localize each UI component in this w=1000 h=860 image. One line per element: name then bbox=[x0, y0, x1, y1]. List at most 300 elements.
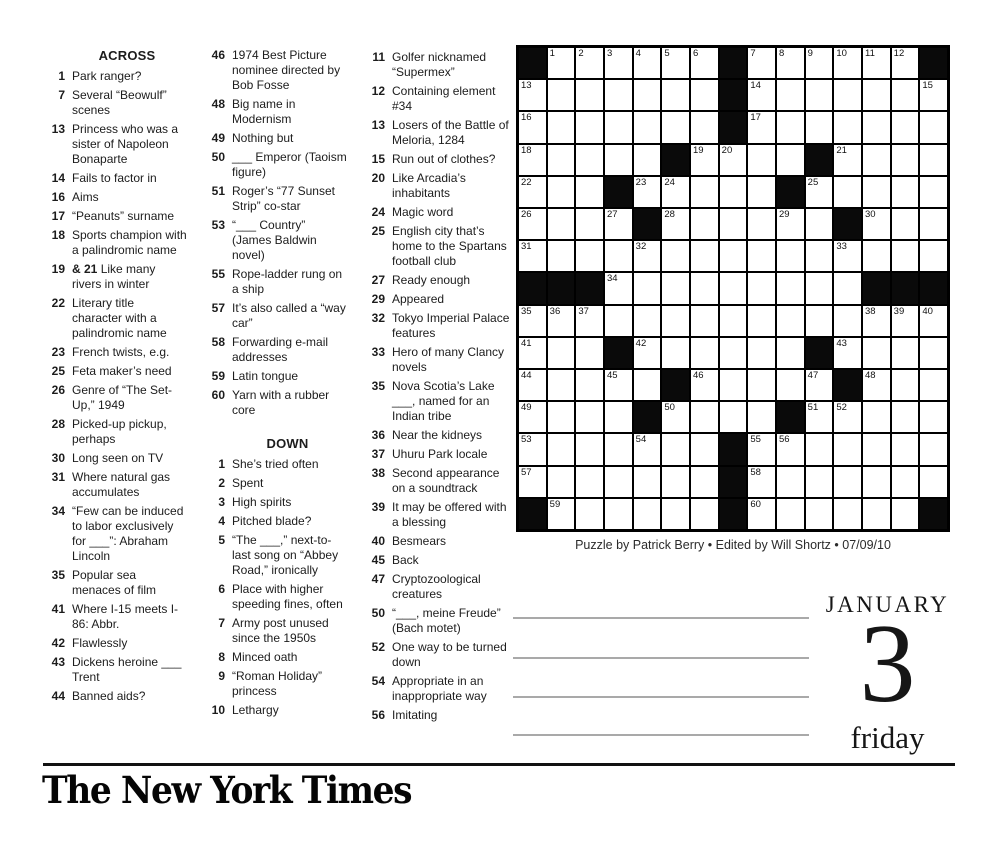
grid-cell bbox=[834, 145, 861, 175]
cell-number: 32 bbox=[635, 241, 647, 253]
cell-number: 12 bbox=[893, 48, 905, 59]
cell-number: 40 bbox=[922, 305, 933, 317]
cell-number: 38 bbox=[864, 305, 876, 317]
grid-cell bbox=[748, 80, 775, 110]
clue bbox=[205, 703, 348, 718]
clue bbox=[365, 311, 512, 341]
clue-number: 7 bbox=[58, 88, 65, 102]
grid-cell bbox=[662, 338, 689, 368]
grid-cell bbox=[605, 306, 632, 336]
grid-cell bbox=[634, 434, 661, 464]
clue bbox=[205, 369, 348, 384]
grid-cell bbox=[777, 273, 804, 303]
clue bbox=[365, 84, 512, 114]
grid-cell bbox=[691, 467, 718, 497]
grid-cell bbox=[748, 338, 775, 368]
clue bbox=[365, 292, 512, 307]
clue-number: 34 bbox=[51, 504, 65, 518]
grid-cell-black bbox=[720, 467, 747, 497]
clue bbox=[45, 655, 187, 685]
grid-cell bbox=[920, 306, 947, 336]
clue bbox=[45, 228, 187, 258]
cell-number: 51 bbox=[807, 402, 819, 414]
grid-cell bbox=[863, 112, 890, 142]
clue-number: 4 bbox=[218, 514, 225, 528]
grid-cell bbox=[548, 338, 575, 368]
clue bbox=[365, 273, 512, 288]
clue bbox=[45, 88, 187, 118]
grid-cell bbox=[720, 145, 747, 175]
cell-number: 13 bbox=[521, 80, 532, 92]
writing-line bbox=[513, 696, 809, 698]
grid-cell-black bbox=[634, 209, 661, 239]
cell-number: 59 bbox=[549, 498, 561, 510]
clue-text: Fails to factor in bbox=[72, 171, 157, 185]
grid-cell bbox=[892, 467, 919, 497]
cell-number: 52 bbox=[836, 402, 847, 414]
clue-text: Flawlessly bbox=[72, 636, 128, 650]
grid-cell bbox=[576, 434, 603, 464]
grid-cell bbox=[634, 48, 661, 78]
grid-cell bbox=[892, 80, 919, 110]
cell-number: 45 bbox=[606, 370, 618, 381]
clue bbox=[45, 451, 187, 466]
grid-cell bbox=[519, 467, 546, 497]
grid-cell bbox=[720, 402, 747, 432]
cell-number: 10 bbox=[836, 48, 847, 59]
grid-cell bbox=[806, 241, 833, 271]
grid-cell bbox=[892, 177, 919, 207]
clue-number: 60 bbox=[211, 388, 225, 402]
cell-number: 14 bbox=[750, 80, 761, 92]
grid-cell bbox=[662, 241, 689, 271]
calendar-month: JANUARY bbox=[825, 592, 950, 617]
cell-number: 54 bbox=[635, 434, 647, 446]
clue-text: Roger’s “77 Sunset Strip” co-star bbox=[232, 184, 335, 213]
grid-cell bbox=[634, 177, 661, 207]
clue-text: It’s also called a “way car” bbox=[232, 301, 346, 330]
clue-number: 12 bbox=[371, 84, 385, 98]
grid-cell bbox=[834, 467, 861, 497]
grid-cell bbox=[519, 434, 546, 464]
clue-number: 15 bbox=[371, 152, 385, 166]
grid-cell bbox=[548, 209, 575, 239]
clue-text: Cryptozoological creatures bbox=[392, 572, 481, 601]
grid-cell bbox=[519, 112, 546, 142]
grid-cell bbox=[519, 80, 546, 110]
cell-number: 55 bbox=[750, 434, 761, 446]
grid-cell bbox=[691, 241, 718, 271]
clue bbox=[205, 150, 348, 180]
cell-number: 57 bbox=[521, 466, 532, 478]
clue-text: Magic word bbox=[392, 205, 454, 219]
grid-cell-black bbox=[548, 273, 575, 303]
grid-cell bbox=[806, 80, 833, 110]
cell-number: 35 bbox=[521, 305, 532, 317]
grid-cell bbox=[806, 112, 833, 142]
clue-number: 20 bbox=[371, 171, 385, 185]
grid-cell bbox=[892, 241, 919, 271]
grid-cell-black bbox=[662, 370, 689, 400]
clue-text: Banned aids? bbox=[72, 689, 146, 703]
grid-cell bbox=[920, 209, 947, 239]
clue-text: Forwarding e-mail addresses bbox=[232, 335, 329, 364]
clue-number: 51 bbox=[211, 184, 225, 198]
clue bbox=[205, 335, 348, 365]
clue-text: ___ Emperor (Taoism figure) bbox=[232, 150, 347, 179]
clue-text: Rope-ladder rung on a ship bbox=[232, 267, 343, 296]
clue-text: Run out of clothes? bbox=[392, 152, 496, 166]
clue-number: 48 bbox=[211, 97, 225, 111]
grid-cell-black bbox=[834, 209, 861, 239]
grid-cell bbox=[863, 80, 890, 110]
grid-cell bbox=[777, 467, 804, 497]
grid-cell bbox=[519, 402, 546, 432]
clue-number: 44 bbox=[51, 689, 65, 703]
grid-cell bbox=[548, 499, 575, 529]
cell-number: 47 bbox=[807, 370, 819, 381]
cell-number: 9 bbox=[807, 48, 813, 59]
cell-number: 7 bbox=[750, 48, 756, 59]
grid-cell bbox=[863, 370, 890, 400]
clue-text: Hero of many Clancy novels bbox=[392, 345, 505, 374]
clue-number: 40 bbox=[371, 534, 385, 548]
clue-text: Ready enough bbox=[392, 273, 471, 287]
grid-cell-black bbox=[720, 80, 747, 110]
clue-text: “Roman Holiday” princess bbox=[232, 669, 323, 698]
grid-cell bbox=[548, 145, 575, 175]
clue bbox=[365, 379, 512, 424]
grid-cell-black bbox=[777, 402, 804, 432]
grid-cell bbox=[863, 499, 890, 529]
grid-cell bbox=[777, 80, 804, 110]
clue-text: Near the kidneys bbox=[392, 428, 483, 442]
clue-number: 5 bbox=[218, 533, 225, 547]
grid-cell bbox=[748, 145, 775, 175]
grid-cell bbox=[834, 80, 861, 110]
grid-cell bbox=[806, 434, 833, 464]
grid-cell bbox=[920, 467, 947, 497]
cell-number: 28 bbox=[664, 209, 675, 220]
grid-cell bbox=[892, 112, 919, 142]
clue-text: Sports champion with a palindromic name bbox=[72, 228, 187, 257]
grid-cell bbox=[892, 370, 919, 400]
writing-line bbox=[513, 617, 809, 619]
grid-cell bbox=[806, 499, 833, 529]
clue-text: One way to be turned down bbox=[392, 640, 507, 669]
clue-column-2 bbox=[205, 48, 348, 722]
clue-number: 31 bbox=[51, 470, 65, 484]
clue-text: Popular sea menaces of film bbox=[72, 568, 157, 597]
grid-cell bbox=[691, 370, 718, 400]
grid-cell bbox=[748, 112, 775, 142]
clue-text: Nothing but bbox=[232, 131, 294, 145]
clue-text: Minced oath bbox=[232, 650, 298, 664]
clue-text: English city that’s home to the Spartans football club bbox=[392, 224, 507, 268]
cell-number: 17 bbox=[750, 112, 761, 124]
grid-cell bbox=[834, 499, 861, 529]
cell-number: 19 bbox=[692, 144, 704, 156]
grid-cell bbox=[806, 177, 833, 207]
clue bbox=[45, 504, 187, 564]
clue-number: 25 bbox=[371, 224, 385, 238]
cell-number: 25 bbox=[807, 176, 819, 188]
grid-cell bbox=[576, 306, 603, 336]
clue-text: Imitating bbox=[392, 708, 438, 722]
grid-cell bbox=[605, 402, 632, 432]
clue-column-1 bbox=[45, 48, 187, 708]
grid-cell bbox=[662, 467, 689, 497]
grid-cell-black bbox=[720, 499, 747, 529]
grid-cell bbox=[834, 338, 861, 368]
clue bbox=[365, 428, 512, 443]
grid-cell bbox=[634, 241, 661, 271]
clue bbox=[205, 533, 348, 578]
grid-cell bbox=[605, 145, 632, 175]
clue bbox=[205, 267, 348, 297]
clue bbox=[45, 383, 187, 413]
grid-cell bbox=[777, 241, 804, 271]
clue bbox=[45, 296, 187, 341]
clue bbox=[365, 171, 512, 201]
clue-number: 52 bbox=[371, 640, 385, 654]
grid-cell bbox=[920, 80, 947, 110]
grid-cell bbox=[634, 370, 661, 400]
grid-cell bbox=[634, 306, 661, 336]
grid-cell bbox=[720, 306, 747, 336]
grid-cell-black bbox=[662, 145, 689, 175]
cell-number: 26 bbox=[521, 209, 532, 220]
cell-number: 37 bbox=[578, 305, 589, 317]
clue bbox=[45, 417, 187, 447]
clue-text: Spent bbox=[232, 476, 264, 490]
clue-number: 28 bbox=[51, 417, 65, 431]
clue-number: 50 bbox=[211, 150, 225, 164]
grid-cell bbox=[720, 241, 747, 271]
clue-number: 54 bbox=[371, 674, 385, 688]
cell-number: 39 bbox=[893, 305, 905, 317]
clue-number: 39 bbox=[371, 500, 385, 514]
clue-number: 50 bbox=[371, 606, 385, 620]
grid-cell bbox=[691, 80, 718, 110]
grid-cell-black bbox=[806, 338, 833, 368]
grid-cell bbox=[834, 434, 861, 464]
clue bbox=[45, 262, 187, 292]
grid-cell bbox=[691, 306, 718, 336]
grid-cell bbox=[863, 434, 890, 464]
cell-number: 46 bbox=[692, 370, 704, 381]
grid-cell bbox=[777, 306, 804, 336]
clue-number: 37 bbox=[371, 447, 385, 461]
grid-cell bbox=[834, 273, 861, 303]
grid-cell bbox=[662, 112, 689, 142]
clue-text: & 21 Like many rivers in winter bbox=[72, 262, 156, 291]
cell-number: 41 bbox=[521, 337, 532, 349]
clue bbox=[205, 184, 348, 214]
clue bbox=[45, 636, 187, 651]
clue bbox=[365, 224, 512, 269]
grid-cell bbox=[634, 338, 661, 368]
cell-number: 4 bbox=[635, 48, 641, 59]
clue-number: 35 bbox=[51, 568, 65, 582]
clue-number: 3 bbox=[218, 495, 225, 509]
clue-number: 9 bbox=[218, 669, 225, 683]
grid-cell bbox=[634, 80, 661, 110]
grid-cell bbox=[720, 273, 747, 303]
cell-number: 42 bbox=[635, 337, 647, 349]
clue-number: 13 bbox=[51, 122, 65, 136]
clue-text: Genre of “The Set-Up,” 1949 bbox=[72, 383, 173, 412]
grid-cell bbox=[691, 273, 718, 303]
clue bbox=[45, 69, 187, 84]
clue-text: “___ Country” (James Baldwin novel) bbox=[232, 218, 317, 262]
clue bbox=[205, 48, 348, 93]
grid-cell bbox=[892, 306, 919, 336]
cell-number: 43 bbox=[836, 337, 847, 349]
clue-text: Army post unused since the 1950s bbox=[232, 616, 329, 645]
grid-cell bbox=[748, 499, 775, 529]
clue-number: 30 bbox=[51, 451, 65, 465]
grid-cell bbox=[662, 80, 689, 110]
grid-cell bbox=[519, 370, 546, 400]
cell-number: 20 bbox=[721, 144, 733, 156]
grid-cell-black bbox=[777, 177, 804, 207]
grid-cell bbox=[863, 177, 890, 207]
clue-text: Park ranger? bbox=[72, 69, 142, 83]
grid-cell bbox=[892, 402, 919, 432]
clue bbox=[205, 514, 348, 529]
clue-number: 26 bbox=[51, 383, 65, 397]
clue-text: Pitched blade? bbox=[232, 514, 312, 528]
grid-cell bbox=[576, 112, 603, 142]
clue-text: Feta maker’s need bbox=[72, 364, 172, 378]
clue-text: Aims bbox=[72, 190, 99, 204]
cell-number: 34 bbox=[606, 273, 618, 285]
bottom-rule bbox=[43, 763, 955, 766]
grid-cell bbox=[748, 306, 775, 336]
grid-cell bbox=[662, 209, 689, 239]
grid-cell bbox=[548, 402, 575, 432]
grid-cell bbox=[548, 467, 575, 497]
clue-text: Latin tongue bbox=[232, 369, 299, 383]
clue-number: 29 bbox=[371, 292, 385, 306]
grid-cell bbox=[748, 209, 775, 239]
clue bbox=[45, 470, 187, 500]
clue-number: 14 bbox=[51, 171, 65, 185]
grid-cell bbox=[806, 209, 833, 239]
clue-number: 22 bbox=[51, 296, 65, 310]
grid-cell bbox=[605, 434, 632, 464]
grid-cell bbox=[662, 306, 689, 336]
grid-cell bbox=[748, 402, 775, 432]
clue-text: Several “Beowulf” scenes bbox=[72, 88, 167, 117]
grid-cell bbox=[834, 402, 861, 432]
grid-cell-black bbox=[519, 499, 546, 529]
clue bbox=[205, 457, 348, 472]
clue-number: 18 bbox=[51, 228, 65, 242]
cell-number: 29 bbox=[778, 209, 790, 220]
grid-cell bbox=[691, 177, 718, 207]
grid-cell bbox=[605, 467, 632, 497]
grid-cell bbox=[605, 48, 632, 78]
grid-cell bbox=[806, 467, 833, 497]
clue bbox=[45, 364, 187, 379]
grid-cell bbox=[662, 48, 689, 78]
grid-cell bbox=[605, 241, 632, 271]
clue-text: Princess who was a sister of Napoleon Bonaparte bbox=[72, 122, 179, 166]
clue bbox=[205, 476, 348, 491]
clue-number: 53 bbox=[211, 218, 225, 232]
grid-cell bbox=[576, 499, 603, 529]
grid-cell bbox=[748, 48, 775, 78]
grid-cell bbox=[863, 306, 890, 336]
clue-text: Nova Scotia’s Lake ___, named for an Indian tribe bbox=[392, 379, 495, 423]
grid-cell-black bbox=[892, 273, 919, 303]
grid-cell bbox=[777, 434, 804, 464]
clue-number: 17 bbox=[51, 209, 65, 223]
grid-cell bbox=[519, 241, 546, 271]
cell-number: 11 bbox=[864, 48, 875, 59]
grid-cell bbox=[576, 145, 603, 175]
clue-text: “___, meine Freude” (Bach motet) bbox=[392, 606, 501, 635]
clue-text: Dickens heroine ___ Trent bbox=[72, 655, 182, 684]
clue bbox=[365, 572, 512, 602]
grid-cell bbox=[777, 209, 804, 239]
grid-cell bbox=[720, 338, 747, 368]
grid-cell bbox=[634, 499, 661, 529]
cell-number: 6 bbox=[692, 48, 699, 59]
clue bbox=[45, 171, 187, 186]
clue-number: 41 bbox=[51, 602, 65, 616]
clue-number: 6 bbox=[218, 582, 225, 596]
clue bbox=[365, 118, 512, 148]
grid-cell bbox=[662, 499, 689, 529]
down-heading: DOWN bbox=[266, 436, 309, 451]
clue-number: 42 bbox=[51, 636, 65, 650]
grid-cell bbox=[806, 48, 833, 78]
grid-cell bbox=[548, 306, 575, 336]
clue-text: Containing element #34 bbox=[392, 84, 496, 113]
grid-cell bbox=[863, 241, 890, 271]
cell-number: 18 bbox=[521, 144, 532, 156]
grid-cell bbox=[691, 48, 718, 78]
clue-text: Big name in Modernism bbox=[232, 97, 296, 126]
grid-cell bbox=[834, 306, 861, 336]
clue-text: High spirits bbox=[232, 495, 292, 509]
grid-cell bbox=[920, 177, 947, 207]
clue bbox=[205, 97, 348, 127]
clue-number: 36 bbox=[371, 428, 385, 442]
down-clues-part1 bbox=[205, 457, 348, 718]
grid-cell-black bbox=[720, 48, 747, 78]
grid-cell bbox=[863, 209, 890, 239]
cell-number: 33 bbox=[836, 241, 847, 253]
grid-cell bbox=[834, 48, 861, 78]
clue-text: “The ___,” next-to-last song on “Abbey Road,” ironically bbox=[232, 533, 339, 577]
cell-number: 56 bbox=[778, 434, 790, 446]
clue-text: “Peanuts” surname bbox=[72, 209, 175, 223]
grid-cell bbox=[748, 467, 775, 497]
grid-cell bbox=[691, 145, 718, 175]
clue-number: 35 bbox=[371, 379, 385, 393]
clue-number: 25 bbox=[51, 364, 65, 378]
grid-cell bbox=[662, 273, 689, 303]
clue-number: 33 bbox=[371, 345, 385, 359]
grid-cell-black bbox=[920, 499, 947, 529]
clue-text: Tokyo Imperial Palace features bbox=[392, 311, 510, 340]
cell-number: 44 bbox=[521, 370, 532, 381]
clue bbox=[205, 669, 348, 699]
